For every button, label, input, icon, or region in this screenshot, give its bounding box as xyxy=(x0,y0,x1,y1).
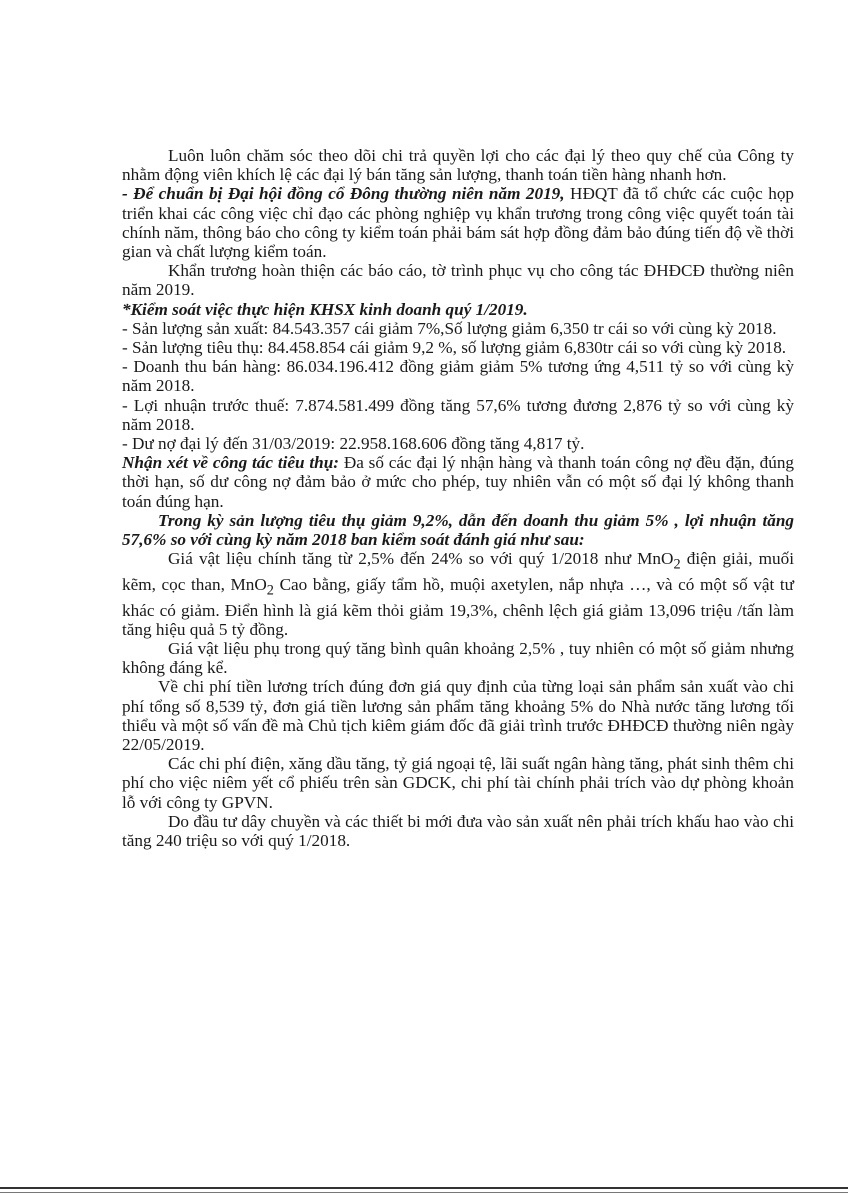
sales-review-text: Đa số các đại lý nhận hàng và thanh toán công nợ đều đặn, đúng thời hạn, số dư công nợ đảm bảo ở mức cho phép, tuy nhiên vẫn có một số đại lý không thanh toán đúng hạn. xyxy=(122,453,795,511)
heading-assessment: Trong kỳ sản lượng tiêu thụ giảm 9,2%, dẫn đến doanh thu giảm 5% , lợi nhuận tăng 57,6% so với cùng kỳ năm 2018 ban kiểm soát đánh giá như sau: xyxy=(122,510,794,550)
sales-review-lead: Nhận xét về công tác tiêu thụ: xyxy=(122,453,339,473)
agm-preparation-text: HĐQT đã tổ chức các cuộc họp triển khai các công việc chỉ đạo các phòng nghiệp vụ khẩn trương trong công việc quyết toán tài chính năm, thông báo cho công ty kiểm toán phải bám sát hợp đồng đảm bảo đúng tiến độ về thời gian và chất lượng kiểm toán. xyxy=(122,184,795,262)
bottom-edge-line xyxy=(0,1187,848,1189)
main-materials-text-c: Cao bằng, giấy tẩm hồ, muội axetylen, nắp nhựa …, và có một số vật tư khác có giảm. Điển hình là giá kẽm thỏi giảm 19,3%, chênh lệch giá giảm 13,096 triệu /tấn làm tăng hiệu quả 5 tỷ đồng. xyxy=(122,574,795,639)
bullet-revenue: - Doanh thu bán hàng: 86.034.196.412 đồng giảm giảm 5% tương ứng 4,511 tỷ so với cùng kỳ năm 2018. xyxy=(122,357,794,396)
paragraph-wages: Về chi phí tiền lương trích đúng đơn giá quy định của từng loại sản phẩm sản xuất vào chi phí tổng số 8,539 tỷ, đơn giá tiền lương sản phẩm tăng khoảng 5% do Nhà nước tăng lương tối thiểu và một số vấn đề mà Chủ tịch kiêm giám đốc đã giải trình trước ĐHĐCĐ thường niên ngày 22/05/2019. xyxy=(122,677,794,754)
bullet-production-volume: - Sản lượng sản xuất: 84.543.357 cái giảm 7%,Số lượng giảm 6,350 tr cái so với cùng kỳ 2018. xyxy=(122,318,777,338)
document-body xyxy=(122,146,794,850)
main-materials-text-b: điện giải, muối kẽm, cọc than, MnO xyxy=(122,549,794,594)
mno2-subscript: 2 xyxy=(266,582,274,599)
bullet-profit: - Lợi nhuận trước thuế: 7.874.581.499 đồng tăng 57,6% tương đương 2,876 tỷ so với cùng kỳ năm 2018. xyxy=(122,395,794,434)
paragraph-main-materials xyxy=(122,549,794,639)
paragraph-sales-review xyxy=(122,453,794,511)
agm-preparation-lead: - Để chuẩn bị Đại hội đồng cổ Đông thường niên năm 2019, xyxy=(122,184,565,204)
paragraph-depreciation: Do đầu tư dây chuyền và các thiết bi mới đưa vào sản xuất nên phải trích khấu hao vào chi tăng 240 triệu so với quý 1/2018. xyxy=(122,811,794,850)
paragraph-other-costs: Các chi phí điện, xăng dầu tăng, tỷ giá ngoại tệ, lãi suất ngân hàng tăng, phát sinh thêm chi phí cho việc niêm yết cổ phiếu trên sàn GDCK, chi phí tài chính phải trích vào dự phòng khoản lỗ với công ty GPVN. xyxy=(122,754,794,812)
heading-production-control: *Kiểm soát việc thực hiện KHSX kinh doanh quý 1/2019. xyxy=(122,299,528,319)
bottom-edge-line-secondary xyxy=(0,1192,848,1193)
paragraph-report-completion: Khẩn trương hoàn thiện các báo cáo, tờ trình phục vụ cho công tác ĐHĐCĐ thường niên năm 2019. xyxy=(122,261,794,300)
bullet-sales-volume: - Sản lượng tiêu thụ: 84.458.854 cái giảm 9,2 %, số lượng giảm 6,830tr cái so với cùng kỳ 2018. xyxy=(122,338,787,358)
paragraph-agm-preparation xyxy=(122,184,794,261)
bullet-agent-debt: - Dư nợ đại lý đến 31/03/2019: 22.958.168.606 đồng tăng 4,817 tỷ. xyxy=(122,434,585,454)
paragraph-agent-care: Luôn luôn chăm sóc theo dõi chi trả quyền lợi cho các đại lý theo quy chế của Công ty nhằm động viên khích lệ các đại lý bán tăng sản lượng, thanh toán tiền hàng nhanh hơn. xyxy=(122,146,794,185)
main-materials-text-a: Giá vật liệu chính tăng từ 2,5% đến 24% so với quý 1/2018 như MnO xyxy=(168,549,674,569)
mno2-subscript: 2 xyxy=(673,556,681,573)
paragraph-auxiliary-materials: Giá vật liệu phụ trong quý tăng bình quân khoảng 2,5% , tuy nhiên có một số giảm nhưng không đáng kể. xyxy=(122,638,794,678)
